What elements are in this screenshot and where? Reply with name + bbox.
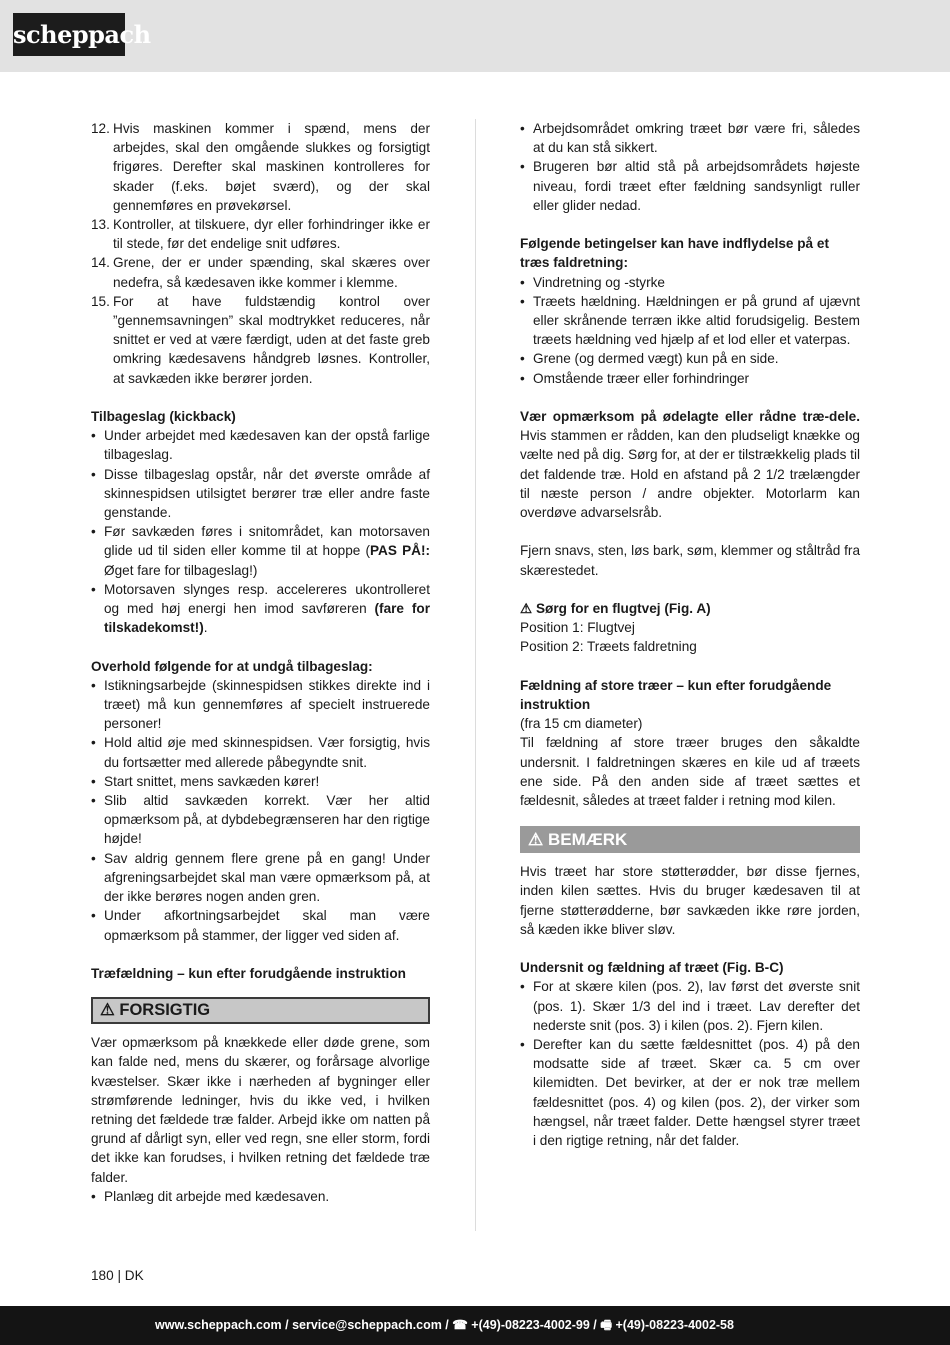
condition-bullet: • Omstående træer eller forhindringer — [520, 369, 860, 388]
clean-paragraph: Fjern snavs, sten, løs bark, søm, klemmer og ståltråd fra skærestedet. — [520, 543, 860, 578]
left-column — [91, 119, 430, 1206]
kickback-bullet: • Disse tilbageslag opstår, når det øverste område af skinnespidsen utilsigtet berører træ eller andre faste genstande. — [91, 465, 430, 523]
large-trees-heading: Fældning af store træer – kun efter forudgående instruktion — [520, 677, 832, 713]
conditions-heading: Følgende betingelser kan have indflydelse på et træs faldretning: — [520, 236, 829, 271]
undercut-heading: Undersnit og fældning af træet (Fig. B-C) — [520, 960, 784, 976]
avoid-bullet: • Under afkortningsarbejdet skal man være opmærksom på stammer, der ligger ved siden af. — [91, 906, 430, 944]
escape-position-2: Position 2: Træets faldretning — [520, 639, 697, 655]
contact-info: www.scheppach.com / service@scheppach.com / ☎ +(49)-08223-4002-99 / 🖷 +(49)-08223-4002-58 — [155, 1318, 734, 1332]
kickback-bullet: • Motorsaven slynges resp. accelereres ukontrolleret og med høj energi hen imod savføreren (fare for tilskadekomst!). — [91, 580, 430, 638]
right-column — [520, 119, 860, 1150]
rotten-wood-paragraph: Vær opmærksom på ødelagte eller rådne træ-dele. Hvis stammen er rådden, kan den pludseligt knække og vælte ned på dig. Sørg for, at der er tilstrækkelig plads til det faldende træ. Hold en afstand på 2 1/2 trælængder til næste person / andre objekter. Motorlarm kan overdøve advarselsråb. — [520, 409, 860, 521]
scheppach-logo: scheppach — [13, 13, 125, 56]
kickback-bullet: • Under arbejdet med kædesaven kan der opstå farlige tilbageslag. — [91, 426, 430, 464]
caution-box: ⚠ FORSIGTIG — [91, 997, 430, 1024]
avoid-bullet: • Slib altid savkæden korrekt. Vær her altid opmærksom på, at dybdebegrænseren har den rigtige højde! — [91, 791, 430, 849]
escape-route-heading: ⚠ Sørg for en flugtvej (Fig. A) — [520, 601, 711, 617]
numbered-item-15: 15. For at have fuldstændig kontrol over ”gennemsavningen” skal modtrykket reduceres, når snittet er ved at være færdigt, uden at det faste greb omkring kædesavens håndgreb løsnes. Kontroller, at savkæden ikke berører jorden. — [91, 293, 430, 386]
numbered-item-13: 13. Kontroller, at tilskuere, dyr eller forhindringer ikke er til stede, før det endelige snit udføres. — [91, 217, 430, 252]
caution-bullet: • Planlæg dit arbejde med kædesaven. — [91, 1187, 430, 1206]
page-number: 180 | DK — [91, 1268, 144, 1283]
avoid-bullet: • Istikningsarbejde (skinnespidsen stikkes direkte ind i træet) må kun gennemføres af specielt instruerede personer! — [91, 676, 430, 734]
felling-heading: Træfældning – kun efter forudgående instruktion — [91, 965, 406, 981]
note-text: Hvis træet har store støtterødder, bør disse fjernes, inden kilen sættes. Hvis du bruger kædesaven til at fjerne støtterødderne, bør savkæden ikke røre jorden, så kæden ikke bliver sløv. — [520, 864, 860, 937]
condition-bullet: • Vindretning og -styrke — [520, 273, 860, 292]
avoid-bullet: • Start snittet, mens savkæden kører! — [91, 772, 430, 791]
numbered-item-12: 12. Hvis maskinen kommer i spænd, mens der arbejdes, skal den omgående slukkes og forsigtigt frigøres. Derefter skal maskinen kontrolleres for skader (f.eks. bøjet sværd), og der skal gennemføres en prøvekørsel. — [91, 121, 430, 213]
kickback-bullet: • Før savkæden føres i snitområdet, kan motorsaven glide ud til siden eller komme til at hoppe (PAS PÅ!: Øget fare for tilbageslag!) — [91, 522, 430, 580]
numbered-item-14: 14. Grene, der er under spænding, skal skæres over nedefra, så kædesaven ikke kommer i klemme. — [91, 255, 430, 290]
escape-position-1: Position 1: Flugtvej — [520, 620, 635, 636]
workarea-bullet: • Arbejdsområdet omkring træet bør være fri, således at du kan stå sikkert. — [520, 119, 860, 157]
large-trees-text: Til fældning af store træer bruges den såkaldte undersnit. I faldretningen skæres en kile ud af træets ene side. På den anden side af træet sættes et fældesnit, således at træet falder i retning mod kilen. — [520, 735, 860, 809]
avoid-kickback-heading: Overhold følgende for at undgå tilbageslag: — [91, 658, 373, 674]
workarea-bullet: • Brugeren bør altid stå på arbejdsområdets højeste niveau, fordi træet efter fældning sandsynligt ruller eller glider nedad. — [520, 157, 860, 215]
undercut-bullet: • Derefter kan du sætte fældesnittet (pos. 4) på den modsatte side af træet. Skær ca. 5 cm over kilemidten. Det bevirker, at der er nok træ mellem fældesnittet (pos. 4) og kilen (pos. 2), der virker som hængsel, når træet falder. Dette hængsel styrer træet i den rigtige retning, når det falder. — [520, 1035, 860, 1150]
condition-bullet: • Grene (og dermed vægt) kun på en side. — [520, 349, 860, 368]
undercut-bullet: • For at skære kilen (pos. 2), lav først det øverste snit (pos. 1). Skær 1/3 del ind i træet. Lav derefter det nederste snit (pos. 3) i kilen (pos. 2). Fjern kilen. — [520, 977, 860, 1035]
avoid-bullet: • Sav aldrig gennem flere grene på en gang! Under afgreningsarbejdet skal man være opmærksom på, at der ikke berøres nogen anden gren. — [91, 849, 430, 907]
large-trees-diameter: (fra 15 cm diameter) — [520, 716, 643, 732]
avoid-bullet: • Hold altid øje med skinnespidsen. Vær forsigtig, hvis du fortsætter med allerede påbegyndte snit. — [91, 733, 430, 771]
header-band — [0, 0, 950, 72]
note-box: ⚠ BEMÆRK — [520, 826, 860, 853]
footer-bar — [0, 1306, 950, 1345]
kickback-heading: Tilbageslag (kickback) — [91, 409, 236, 425]
condition-bullet: • Træets hældning. Hældningen er på grund af ujævnt eller skrånende terræn ikke altid forudsigelig. Bestem træets hældning ved hjælp af et lod eller et vaterpas. — [520, 292, 860, 350]
caution-text: Vær opmærksom på knækkede eller døde grene, som kan falde ned, mens du skærer, og forårsage alvorlige kvæstelser. Skær ikke i nærheden af bygninger eller strømførende ledninger, hvis du ikke ved, i hvilken retning det fældede træ falder. Arbejd ikke om natten på grund af dårligt syn, eller ved regn, sne eller storm, fordi det ikke kan forudses, i hvilken retning det fældede træ falder. — [91, 1035, 430, 1185]
column-divider — [475, 119, 476, 1231]
